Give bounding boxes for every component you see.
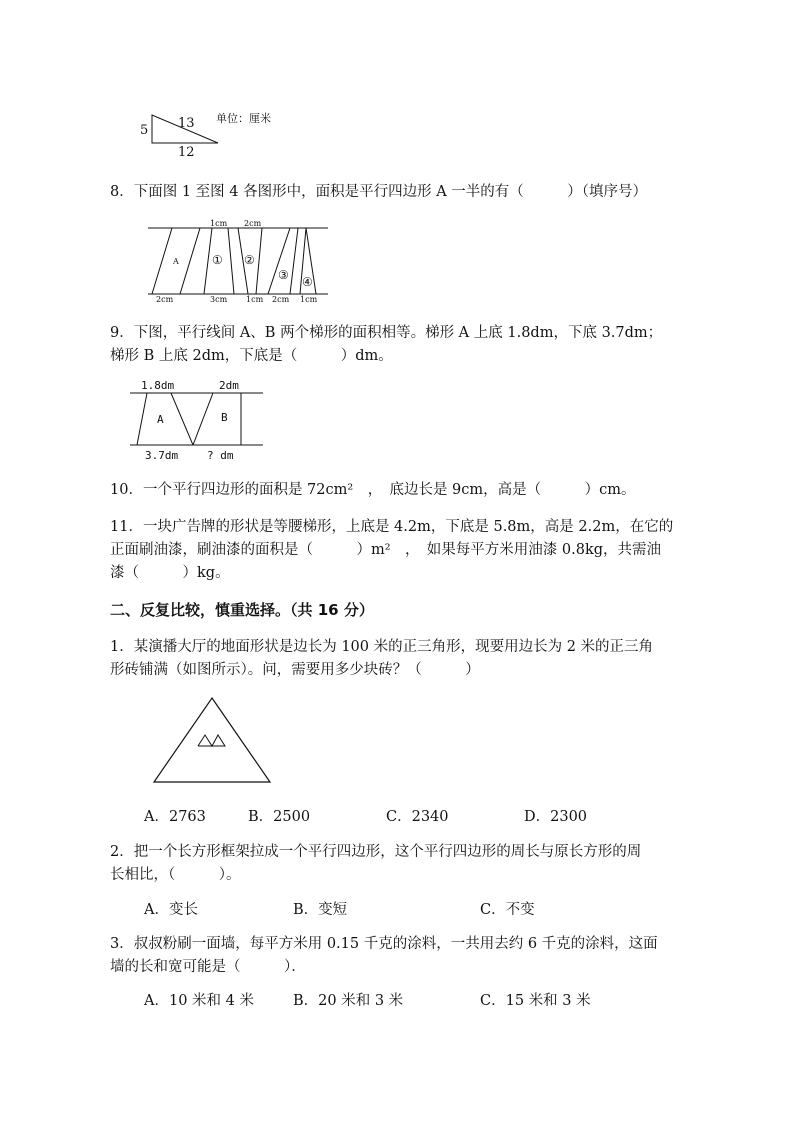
question-11-line-1: 11．一块广告牌的形状是等腰梯形，上底是 4.2m，下底是 5.8m，高是 2.2m，在它的 (110, 519, 674, 535)
label-a: A (157, 413, 164, 426)
top-label-1cm: 1cm (210, 219, 228, 228)
small-tiles (198, 735, 225, 746)
bottom-label-4: 2cm (272, 295, 290, 304)
label-a: A (173, 257, 179, 266)
equilateral-triangle-figure (150, 694, 275, 786)
question-10-text: 10．一个平行四边形的面积是 72cm² ， 底边长是 9cm，高是（ ）cm。 (110, 482, 636, 498)
top-label-a: 1.8dm (141, 379, 175, 392)
choice-1-option-a[interactable]: A．2763 (144, 809, 206, 825)
choice-1-option-d[interactable]: D．2300 (524, 809, 588, 825)
shape-3 (268, 228, 298, 294)
choice-question-3-line-1: 3．叔叔粉刷一面墙，每平方米用 0.15 千克的涂料，一共用去约 6 千克的涂料，这面 (110, 936, 658, 952)
top-label-b: 2dm (219, 379, 239, 392)
question-9-line-2: 梯形 B 上底 2dm，下底是（ ）dm。 (110, 348, 393, 364)
question-10 (110, 479, 702, 502)
trapezoid-b (193, 393, 241, 445)
side-b-label: 12 (178, 145, 195, 160)
trapezoid-figure-q9 (125, 375, 270, 465)
bottom-label-b: ? dm (207, 449, 234, 462)
section-2-heading: 二、反复比较，慎重选择。（共 16 分） (110, 601, 374, 619)
label-shape-4: ④ (302, 275, 313, 289)
choice-1-option-b[interactable]: B．2500 (248, 809, 311, 825)
choice-question-3-line-2: 墙的长和宽可能是（ ）． (110, 959, 306, 975)
question-11 (110, 516, 702, 585)
choice-question-2 (110, 841, 702, 887)
choice-question-1 (110, 636, 702, 682)
question-11-line-3: 漆（ ）kg。 (110, 565, 230, 581)
label-b: B (221, 411, 228, 424)
side-c-label: 13 (178, 116, 195, 131)
top-label-2cm: 2cm (244, 219, 262, 228)
choice-question-2-line-1: 2．把一个长方形框架拉成一个平行四边形，这个平行四边形的周长与原长方形的周 (110, 844, 642, 860)
choice-3-option-a[interactable]: A．10 米和 4 米 (144, 993, 254, 1009)
parallel-lines-figure-q8 (140, 216, 335, 306)
choice-2-option-c[interactable]: C．不变 (480, 902, 535, 918)
unit-label: 单位：厘米 (216, 112, 271, 125)
question-8 (110, 181, 702, 204)
choice-question-2-line-2: 长相比，（ ）。 (110, 867, 241, 883)
choice-3-option-b[interactable]: B．20 米和 3 米 (293, 993, 404, 1009)
question-9 (110, 322, 702, 368)
bottom-label-1: 2cm (156, 295, 174, 304)
bottom-label-5: 1cm (300, 295, 318, 304)
large-triangle (154, 698, 270, 782)
choice-2-option-b[interactable]: B．变短 (293, 902, 348, 918)
choice-question-1-line-2: 形砖铺满（如图所示）。问，需要用多少块砖？（ ） (110, 662, 480, 678)
bottom-label-3: 1cm (246, 295, 264, 304)
label-shape-3: ③ (278, 268, 289, 282)
label-shape-1: ① (212, 253, 223, 267)
trapezoid-a (137, 393, 193, 445)
choice-2-option-a[interactable]: A．变长 (144, 902, 198, 918)
choice-question-3 (110, 933, 702, 979)
bottom-label-a: 3.7dm (145, 449, 179, 462)
question-11-line-2: 正面刷油漆，刷油漆的面积是（ ）m² ， 如果每平方米用油漆 0.8kg，共需油 (110, 542, 662, 558)
choice-1-option-c[interactable]: C．2340 (386, 809, 449, 825)
question-9-line-1: 9．下图，平行线间 A、B 两个梯形的面积相等。梯形 A 上底 1.8dm，下底 3.7dm； (110, 325, 663, 341)
choice-question-1-line-1: 1．某演播大厅的地面形状是边长为 100 米的正三角形，现要用边长为 2 米的正三角 (110, 639, 654, 655)
question-8-text: 8．下面图 1 至图 4 各图形中，面积是平行四边形 A 一半的有（ ）（填序号） (110, 184, 648, 200)
label-shape-2: ② (244, 253, 255, 267)
bottom-label-2: 3cm (210, 295, 228, 304)
choice-3-option-c[interactable]: C．15 米和 3 米 (480, 993, 591, 1009)
right-triangle-figure (130, 105, 310, 160)
side-a-label: 5 (140, 123, 149, 138)
